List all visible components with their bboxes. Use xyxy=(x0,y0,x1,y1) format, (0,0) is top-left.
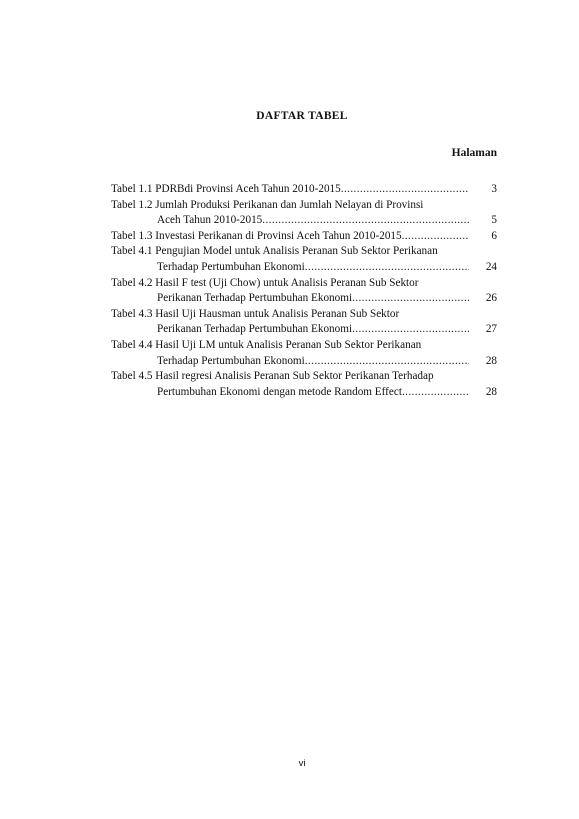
table-entry-4-3[interactable] xyxy=(111,307,497,338)
table-entry-4-2[interactable] xyxy=(111,276,497,307)
table-entry-1-3[interactable] xyxy=(111,229,497,245)
dot-leader xyxy=(352,291,469,307)
table-entry-4-4[interactable] xyxy=(111,338,497,369)
entry-title-line: Tabel 1.2 Jumlah Produksi Perikanan dan Jumlah Nelayan di Provinsi xyxy=(111,198,424,211)
dot-leader xyxy=(341,182,469,198)
table-entry-1-2[interactable] xyxy=(111,198,497,229)
entry-page-number: 24 xyxy=(485,260,497,273)
entry-title-line: Terhadap Pertumbuhan Ekonomi xyxy=(157,260,305,273)
table-list xyxy=(111,182,497,400)
entry-title-line: Perikanan Terhadap Pertumbuhan Ekonomi xyxy=(157,323,353,336)
entry-title-line: Aceh Tahun 2010-2015 xyxy=(157,214,263,227)
dot-leader xyxy=(402,229,469,245)
dot-leader xyxy=(305,260,469,276)
table-entry-1-1[interactable] xyxy=(111,182,497,198)
entry-page-number: 5 xyxy=(491,214,497,227)
entry-title-line: Perikanan Terhadap Pertumbuhan Ekonomi xyxy=(157,292,353,305)
page-column-header: Halaman xyxy=(451,147,497,159)
entry-page-number: 28 xyxy=(485,354,497,367)
entry-title-line: Tabel 4.5 Hasil regresi Analisis Peranan Sub Sektor Perikanan Terhadap xyxy=(111,370,434,383)
entry-title-line: Tabel 4.4 Hasil Uji LM untuk Analisis Peranan Sub Sektor Perikanan xyxy=(111,338,422,351)
entry-page-number: 27 xyxy=(485,323,497,336)
dot-leader xyxy=(262,213,469,229)
entry-page-number: 6 xyxy=(491,229,497,242)
dot-leader xyxy=(352,322,469,338)
entry-title-line: Tabel 4.3 Hasil Uji Hausman untuk Analisis Peranan Sub Sektor xyxy=(111,307,400,320)
dot-leader xyxy=(305,354,469,370)
footer-page-number: vi xyxy=(298,758,306,769)
entry-title-line: Terhadap Pertumbuhan Ekonomi xyxy=(157,354,305,367)
entry-title-line: Pertumbuhan Ekonomi dengan metode Random Effect xyxy=(157,385,402,398)
entry-page-number: 3 xyxy=(491,183,497,195)
entry-title-line: Tabel 4.2 Hasil F test (Uji Chow) untuk Analisis Peranan Sub Sektor xyxy=(111,276,419,289)
table-entry-4-5[interactable] xyxy=(111,369,497,400)
page-title: DAFTAR TABEL xyxy=(256,110,348,122)
entry-page-number: 26 xyxy=(485,292,497,305)
entry-title-line: Tabel 1.3 Investasi Perikanan di Provinsi Aceh Tahun 2010-2015 xyxy=(111,229,402,242)
table-entry-4-1[interactable] xyxy=(111,244,497,275)
entry-page-number: 28 xyxy=(485,385,497,398)
entry-title-line: Tabel 1.1 PDRBdi Provinsi Aceh Tahun 2010-2015 xyxy=(111,183,341,195)
dot-leader xyxy=(402,385,469,401)
entry-title-line: Tabel 4.1 Pengujian Model untuk Analisis Peranan Sub Sektor Perikanan xyxy=(111,245,438,258)
